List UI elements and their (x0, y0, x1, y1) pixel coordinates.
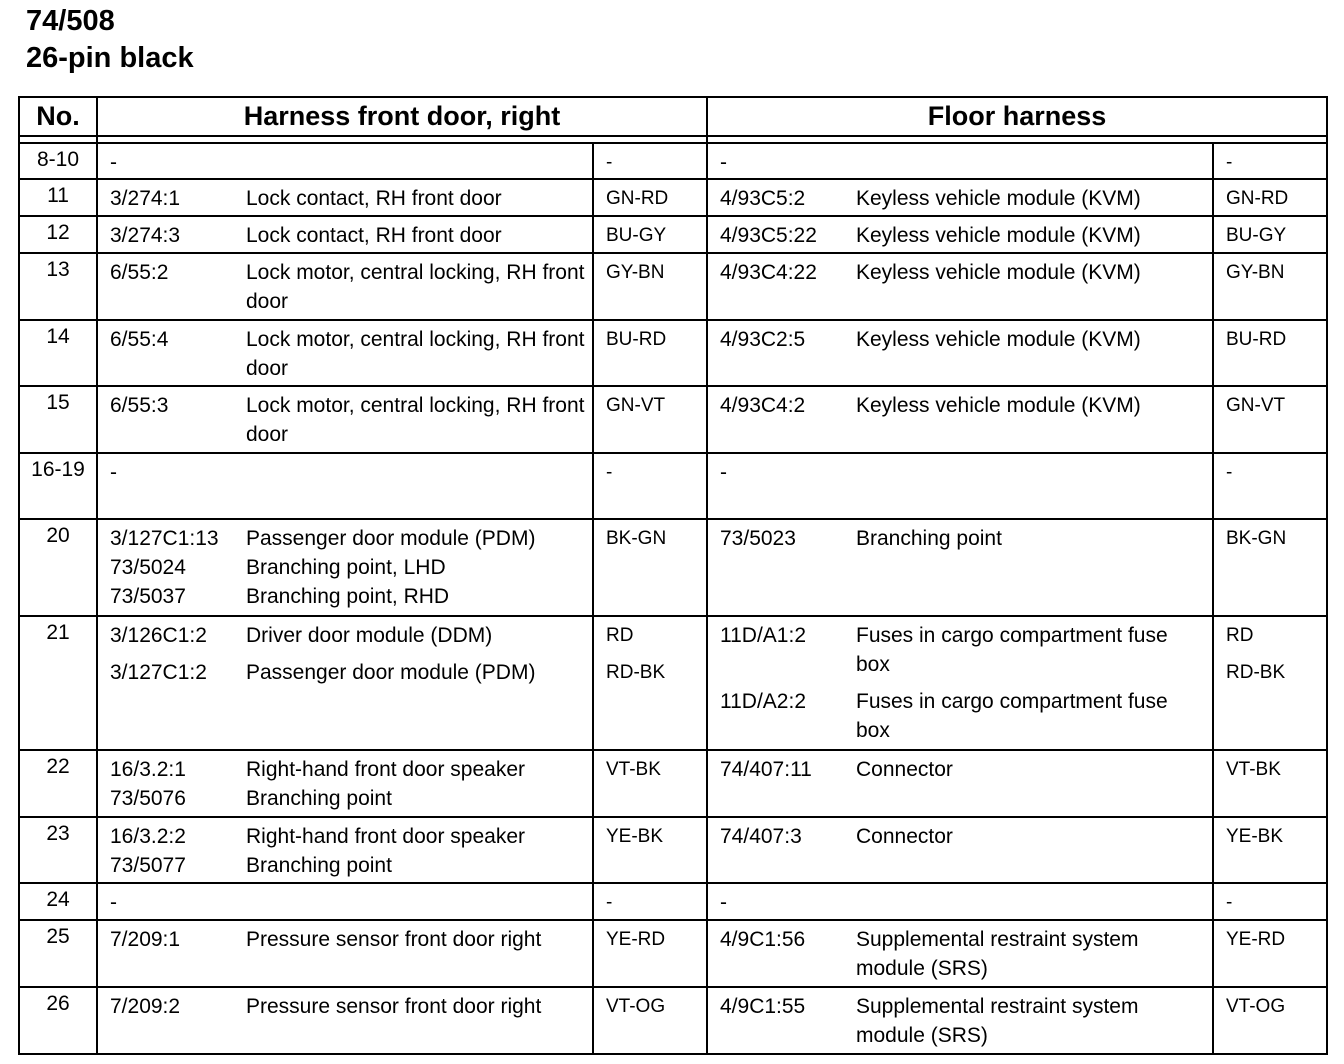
wire-color: YE-RD (1226, 929, 1286, 950)
pin-number: 12 (19, 216, 97, 253)
fd-entry (110, 925, 592, 954)
fl-description: Branching point (856, 527, 1002, 550)
pin-number: 25 (19, 920, 97, 987)
fl-entry (720, 992, 1212, 1050)
floor-cell (707, 386, 1213, 453)
front-door-color-cell (593, 519, 707, 616)
header-no: No. (19, 97, 97, 136)
fl-line (720, 184, 1212, 213)
table-row (19, 987, 1327, 1054)
fl-entry (720, 258, 1212, 287)
floor-cell (707, 750, 1213, 817)
front-door-cell (97, 216, 593, 253)
fl-code: 73/5023 (720, 527, 796, 550)
fd-code: 6/55:3 (110, 394, 169, 417)
fd-code: - (110, 891, 117, 914)
header-gap (19, 136, 1327, 143)
fl-line (720, 221, 1212, 250)
front-door-color-cell (593, 179, 707, 216)
fd-code: 3/127C1:2 (110, 661, 207, 684)
fl-description: Keyless vehicle module (KVM) (856, 261, 1141, 284)
fl-description: Keyless vehicle module (KVM) (856, 224, 1141, 247)
floor-color-cell (1213, 253, 1327, 320)
table-row (19, 216, 1327, 253)
fd-description: Passenger door module (PDM) (246, 527, 536, 550)
fl-code: 4/93C4:22 (720, 261, 817, 284)
fl-line (720, 391, 1212, 420)
floor-cell (707, 817, 1213, 883)
wire-color: YE-BK (606, 826, 664, 847)
table-row (19, 320, 1327, 386)
fl-line (720, 755, 1212, 784)
fl-code: - (720, 151, 727, 174)
wire-color: - (1226, 462, 1233, 483)
fd-line (110, 755, 592, 784)
fd-code: 3/126C1:2 (110, 624, 207, 647)
fd-code: 73/5076 (110, 787, 186, 810)
fl-code: 4/9C1:56 (720, 928, 806, 951)
fl-description: Fuses in cargo compartment fuse box (856, 624, 1168, 676)
fl-description: Keyless vehicle module (KVM) (856, 394, 1141, 417)
floor-color-cell (1213, 453, 1327, 519)
fd-line (110, 582, 592, 611)
front-door-cell (97, 179, 593, 216)
floor-cell (707, 987, 1213, 1054)
wire-color: BK-GN (606, 528, 667, 549)
fd-description: Driver door module (DDM) (246, 624, 493, 647)
fd-line (110, 391, 592, 449)
fl-code: 11D/A1:2 (720, 624, 806, 647)
floor-color-cell (1213, 817, 1327, 883)
fl-line (720, 524, 1212, 553)
floor-color-cell (1213, 386, 1327, 453)
fl-entry (720, 888, 1212, 917)
fl-line (720, 458, 1212, 487)
fd-code: 16/3.2:2 (110, 825, 186, 848)
table-row (19, 817, 1327, 883)
fl-code: 11D/A2:2 (720, 690, 806, 713)
fd-line (110, 258, 592, 316)
wire-color: RD-BK (1226, 662, 1286, 683)
wire-color: GY-BN (606, 262, 665, 283)
connector-description: 26-pin black (26, 42, 194, 74)
table-row (19, 750, 1327, 817)
floor-cell (707, 883, 1213, 920)
fd-line (110, 888, 592, 917)
fl-line (720, 925, 1212, 983)
fd-entry (110, 148, 592, 177)
floor-cell (707, 179, 1213, 216)
floor-cell (707, 253, 1213, 320)
fd-description: Branching point (246, 854, 392, 877)
fd-line (110, 851, 592, 880)
wire-color: RD-BK (606, 662, 666, 683)
fd-description: Pressure sensor front door right (246, 928, 542, 951)
fd-entry (110, 221, 592, 250)
fd-description: Lock motor, central locking, RH front door (246, 328, 585, 380)
fd-line (110, 925, 592, 954)
pin-number: 11 (19, 179, 97, 216)
fd-line (110, 184, 592, 213)
fd-description: Branching point, RHD (246, 585, 450, 608)
fd-line (110, 621, 592, 650)
fd-line (110, 658, 592, 687)
front-door-color-cell (593, 386, 707, 453)
fd-entry (110, 822, 592, 880)
front-door-color-cell (593, 616, 707, 750)
table-row (19, 883, 1327, 920)
fl-entry (720, 679, 1212, 745)
fl-code: 4/93C4:2 (720, 394, 806, 417)
fl-entry (720, 925, 1212, 983)
front-door-cell (97, 883, 593, 920)
front-door-color-cell (593, 883, 707, 920)
floor-color-cell (1213, 320, 1327, 386)
fd-description: Right-hand front door speaker (246, 825, 525, 848)
wire-color: RD (1226, 625, 1254, 646)
fd-line (110, 822, 592, 851)
fd-description: Right-hand front door speaker (246, 758, 525, 781)
fd-code: 73/5037 (110, 585, 186, 608)
fd-entry (110, 888, 592, 917)
fd-description: Lock motor, central locking, RH front door (246, 394, 585, 446)
fd-code: 7/209:1 (110, 928, 181, 951)
wire-color: GN-RD (1226, 188, 1289, 209)
floor-cell (707, 519, 1213, 616)
pin-number: 23 (19, 817, 97, 883)
fl-line (720, 258, 1212, 287)
fl-code: - (720, 891, 727, 914)
wire-color: BK-GN (1226, 528, 1287, 549)
table-row (19, 920, 1327, 987)
pin-number: 13 (19, 253, 97, 320)
fd-description: Pressure sensor front door right (246, 995, 542, 1018)
wire-color: YE-BK (1226, 826, 1284, 847)
fd-line (110, 784, 592, 813)
fl-description: Keyless vehicle module (KVM) (856, 187, 1141, 210)
fd-line (110, 524, 592, 553)
fd-description: Branching point (246, 787, 392, 810)
floor-cell (707, 143, 1213, 179)
fd-code: - (110, 151, 117, 174)
fl-line (720, 621, 1212, 679)
fd-line (110, 992, 592, 1021)
front-door-color-cell (593, 987, 707, 1054)
wire-color: VT-BK (606, 759, 661, 780)
front-door-color-cell (593, 817, 707, 883)
fd-line (110, 325, 592, 383)
floor-cell (707, 216, 1213, 253)
fd-code: 3/127C1:13 (110, 527, 219, 550)
front-door-color-cell (593, 453, 707, 519)
table-row (19, 519, 1327, 616)
fl-entry (720, 524, 1212, 553)
front-door-color-cell (593, 920, 707, 987)
table-row (19, 179, 1327, 216)
table-row (19, 386, 1327, 453)
front-door-cell (97, 920, 593, 987)
fl-code: 4/93C2:5 (720, 328, 806, 351)
fd-code: 73/5077 (110, 854, 186, 877)
front-door-cell (97, 253, 593, 320)
wire-color: VT-OG (606, 996, 666, 1017)
fd-code: 6/55:2 (110, 261, 169, 284)
pin-number: 24 (19, 883, 97, 920)
fd-code: 7/209:2 (110, 995, 181, 1018)
floor-cell (707, 616, 1213, 750)
wire-color: VT-BK (1226, 759, 1281, 780)
fl-entry (720, 184, 1212, 213)
fl-entry (720, 458, 1212, 487)
table-row (19, 143, 1327, 179)
fl-code: 74/407:3 (720, 825, 802, 848)
fd-description: Lock motor, central locking, RH front door (246, 261, 585, 313)
floor-color-cell (1213, 216, 1327, 253)
floor-color-cell (1213, 987, 1327, 1054)
table-row (19, 253, 1327, 320)
fl-code: 4/93C5:2 (720, 187, 806, 210)
pin-number: 20 (19, 519, 97, 616)
wire-color: BU-GY (606, 225, 667, 246)
fl-description: Keyless vehicle module (KVM) (856, 328, 1141, 351)
fl-entry (720, 148, 1212, 177)
floor-cell (707, 920, 1213, 987)
fd-entry (110, 391, 592, 449)
fd-entry (110, 458, 592, 487)
fl-line (720, 888, 1212, 917)
front-door-color-cell (593, 320, 707, 386)
wire-color: - (606, 892, 613, 913)
pin-number: 15 (19, 386, 97, 453)
table-row (19, 616, 1327, 750)
header-front-door: Harness front door, right (97, 97, 707, 136)
fl-entry (720, 221, 1212, 250)
fd-entry (110, 755, 592, 813)
fl-description: Supplemental restraint system module (SRS) (856, 928, 1139, 980)
fd-code: - (110, 461, 117, 484)
fd-description: Branching point, LHD (246, 556, 446, 579)
fl-description: Supplemental restraint system module (SRS) (856, 995, 1139, 1047)
floor-color-cell (1213, 883, 1327, 920)
table-row (19, 453, 1327, 519)
fl-description: Connector (856, 758, 953, 781)
wire-color: GN-VT (1226, 395, 1286, 416)
fd-entry (110, 184, 592, 213)
fd-entry (110, 258, 592, 316)
wire-color: RD (606, 625, 634, 646)
fl-line (720, 992, 1212, 1050)
front-door-cell (97, 143, 593, 179)
floor-cell (707, 453, 1213, 519)
wire-color: VT-OG (1226, 996, 1286, 1017)
fl-entry (720, 621, 1212, 679)
wire-color: - (606, 462, 613, 483)
fl-description: Fuses in cargo compartment fuse box (856, 690, 1168, 742)
fl-line (720, 148, 1212, 177)
front-door-color-cell (593, 216, 707, 253)
fd-line (110, 458, 592, 487)
pin-number: 26 (19, 987, 97, 1054)
pinout-table (18, 96, 1328, 1055)
fd-code: 16/3.2:1 (110, 758, 186, 781)
front-door-cell (97, 386, 593, 453)
front-door-cell (97, 320, 593, 386)
floor-color-cell (1213, 179, 1327, 216)
header-row (19, 97, 1327, 136)
header-floor: Floor harness (707, 97, 1327, 136)
front-door-cell (97, 519, 593, 616)
pin-number: 14 (19, 320, 97, 386)
front-door-color-cell (593, 750, 707, 817)
fl-entry (720, 325, 1212, 354)
front-door-cell (97, 453, 593, 519)
wire-color: BU-RD (606, 329, 667, 350)
front-door-color-cell (593, 253, 707, 320)
floor-color-cell (1213, 920, 1327, 987)
fl-code: 4/93C5:22 (720, 224, 817, 247)
pin-number: 21 (19, 616, 97, 750)
fd-code: 6/55:4 (110, 328, 169, 351)
pin-number: 16-19 (19, 453, 97, 519)
pinout-rows (19, 143, 1327, 1054)
wire-color: YE-RD (606, 929, 666, 950)
fd-line (110, 221, 592, 250)
fl-entry (720, 755, 1212, 784)
connector-id: 74/508 (26, 5, 115, 37)
wire-color: GY-BN (1226, 262, 1285, 283)
fl-line (720, 687, 1212, 745)
wire-color: - (1226, 892, 1233, 913)
fl-code: - (720, 461, 727, 484)
pin-number: 22 (19, 750, 97, 817)
wire-color: GN-VT (606, 395, 666, 416)
floor-color-cell (1213, 750, 1327, 817)
floor-color-cell (1213, 616, 1327, 750)
fl-entry (720, 391, 1212, 420)
fl-code: 4/9C1:55 (720, 995, 806, 1018)
fd-description: Lock contact, RH front door (246, 187, 502, 210)
floor-cell (707, 320, 1213, 386)
fl-description: Connector (856, 825, 953, 848)
front-door-cell (97, 817, 593, 883)
fd-code: 3/274:3 (110, 224, 181, 247)
wire-color: GN-RD (606, 188, 669, 209)
fd-code: 73/5024 (110, 556, 186, 579)
fl-entry (720, 822, 1212, 851)
fd-line (110, 148, 592, 177)
front-door-cell (97, 750, 593, 817)
fd-entry (110, 524, 592, 611)
floor-color-cell (1213, 143, 1327, 179)
fd-entry (110, 621, 592, 650)
fd-entry (110, 650, 592, 687)
pin-number: 8-10 (19, 143, 97, 179)
fl-code: 74/407:11 (720, 758, 812, 781)
floor-color-cell (1213, 519, 1327, 616)
wire-color: - (606, 152, 613, 173)
front-door-cell (97, 616, 593, 750)
wire-color: - (1226, 152, 1233, 173)
fl-line (720, 822, 1212, 851)
fd-line (110, 553, 592, 582)
fl-line (720, 325, 1212, 354)
wire-color: BU-RD (1226, 329, 1287, 350)
front-door-color-cell (593, 143, 707, 179)
front-door-cell (97, 987, 593, 1054)
wire-color: BU-GY (1226, 225, 1287, 246)
fd-entry (110, 992, 592, 1021)
fd-description: Passenger door module (PDM) (246, 661, 536, 684)
fd-code: 3/274:1 (110, 187, 181, 210)
fd-description: Lock contact, RH front door (246, 224, 502, 247)
fd-entry (110, 325, 592, 383)
